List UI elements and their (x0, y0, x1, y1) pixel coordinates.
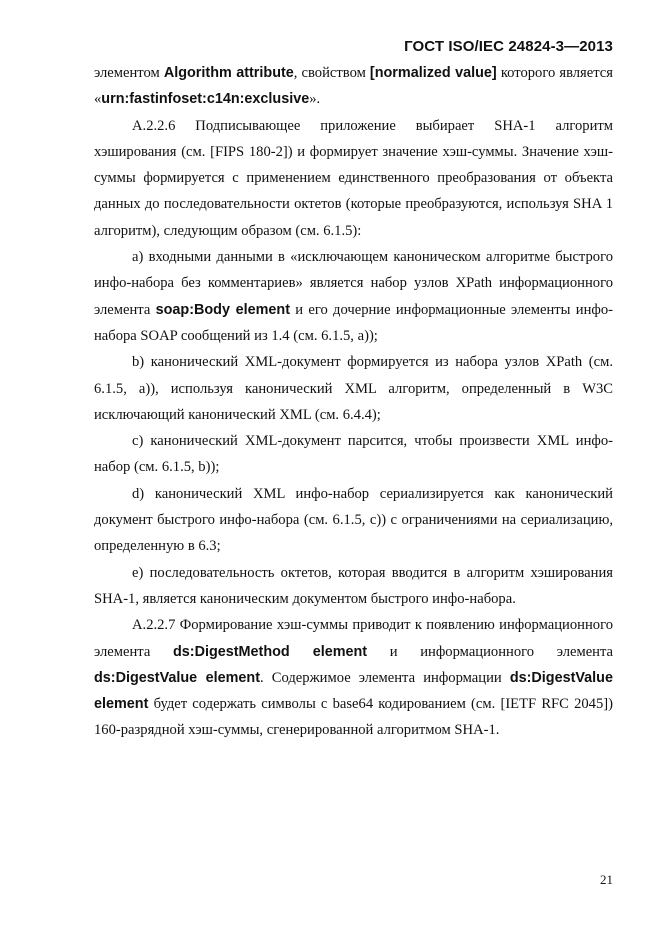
text-run: . Содержимое элемента информации (260, 669, 510, 686)
text-run: элементом (94, 65, 164, 81)
text-run: будет содержать символы с base64 кодированием (см. [IETF RFC 2045]) 160-разрядной хэш-суммы, сгенерированной алгоритмом SHA-1. (94, 696, 613, 739)
list-item-a (94, 244, 613, 349)
document-header: ГОСТ ISO/IEC 24824-3—2013 (404, 38, 613, 55)
text-run: А.2.2.7 Формирование хэш-суммы приводит к появлению информационного элемента (94, 617, 613, 660)
page-number: 21 (600, 872, 613, 887)
list-item-d: d) канонический XML инфо-набор сериализируется как канонический документ быстрого инфо-набора (см. 6.1.5, с)) с ограничениями на сериализацию, определенную в 6.3; (94, 485, 613, 555)
term-digest-value-element: ds:DigestValue element (94, 669, 613, 713)
term-digest-method-element: ds:DigestMethod element (172, 643, 368, 660)
paragraph-a226: А.2.2.6 Подписывающее приложение выбирает SHA-1 алгоритм хэширования (см. [FIPS 180-2]) и формирует значение хэш-суммы. Значение хэш-суммы формируется с применением единственного преобразования от объекта данных до последовательности октетов (которые преобразуются, используя SHA 1 алгоритм), следующим образом (см. 6.1.5): (94, 117, 613, 239)
text-run: и его дочерние информационные элементы инфо-набора SOAP сообщений из 1.4 (см. 6.1.5, а)); (94, 301, 614, 344)
paragraph-a227 (94, 612, 613, 743)
term-soap-body-element: soap:Body element (155, 301, 290, 318)
term-exclusive-uri: urn:fastinfoset:c14n:exclusive (101, 91, 310, 108)
term-algorithm-attribute: Algorithm attribute (163, 65, 294, 81)
text-run: , свойством (293, 65, 370, 81)
text-run: и информационного элемента (367, 643, 614, 660)
term-digest-value-element: ds:DigestValue element (94, 669, 261, 686)
page-body (94, 60, 613, 744)
list-item-b: b) канонический XML-документ формируется из набора узлов XPath (см. 6.1.5, а)), используя канонический XML алгоритм, определенный в W3C исключающий канонический XML (см. 6.4.4); (94, 354, 613, 423)
list-item-e: е) последовательность октетов, которая вводится в алгоритм хэширования SHA-1, является каноническим документом быстрого инфо-набора. (94, 564, 613, 607)
term-normalized-value: [normalized value] (369, 65, 497, 81)
text-run: а) входными данными в «исключающем каноническом алгоритме быстрого инфо-набора без комментариев» является набор узлов XPath информационного элемента (94, 249, 613, 318)
list-item-c: с) канонический XML-документ парсится, чтобы произвести XML инфо-набор (см. 6.1.5, b)); (94, 433, 613, 476)
text-run: которого является « (94, 65, 613, 108)
paragraph-continuation (94, 60, 613, 113)
text-run: ». (309, 91, 321, 108)
